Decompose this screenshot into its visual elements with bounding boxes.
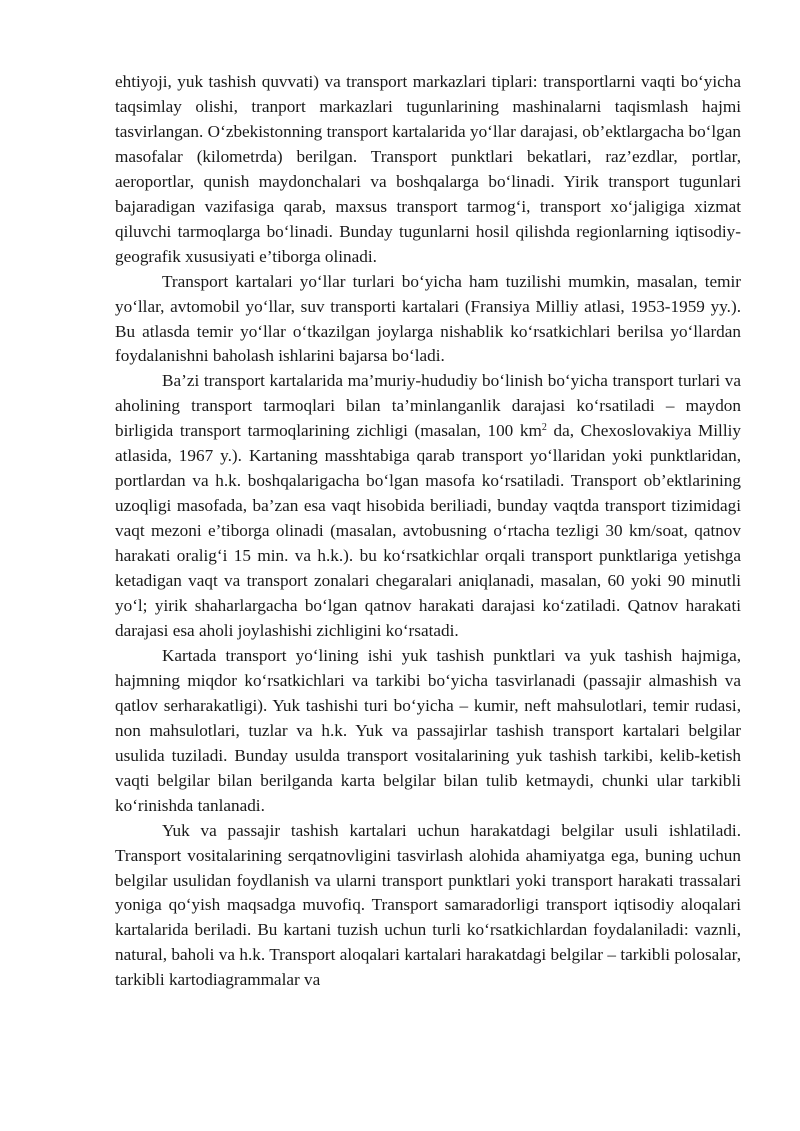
superscript-squared: 2 xyxy=(541,422,547,434)
paragraph-1: ehtiyoji, yuk tashish quvvati) va transport markazlari tiplari: transportlarni vaqti bo‘yicha taqsimlay olishi, tranport markazlari tugunlarining mashinalarni taqismlash hajmi tasvirlangan. O‘zbekistonning transport kartalarida yo‘llar darajasi, ob’ektlargacha bo‘lgan masofalar (kilometrda) berilgan. Transport punktlari bekatlari, raz’ezdlar, portlar, aeroportlar, qunish maydonchalari va boshqalarga bo‘linadi. Yirik transport tugunlari bajaradigan vazifasiga qarab, maxsus transport tarmog‘i, transport xo‘jaligiga xizmat qiluvchi tarmoqlarga bo‘linadi. Bunday tugunlarni hosil qilishda regionlarning iqtisodiy-geografik xususiyati e’tiborga olinadi. xyxy=(115,72,741,266)
paragraph-3-text-after: da, Chexoslovakiya Milliy atlasida, 1967 y.). Kartaning masshtabiga qarab transport yo‘llaridan yoki punktlaridan, portlardan va h.k. boshqalarigacha bo‘lgan masofa ko‘rsatiladi. Transport ob’ektlarining uzoqligi masofada, ba’zan esa vaqt hisobida beriliadi, bunday vaqtda transport tizimidagi vaqt mezoni e’tiborga olinadi (masalan, avtobusning o‘rtacha tezligi 30 km/soat, qatnov harakati oralig‘i 15 min. va h.k.). bu ko‘rsatkichlar orqali transport punktlariga yetishga ketadigan vaqt va transport zonalari chegaralari aniqlanadi, masalan, 60 yoki 90 minutli yo‘l; yirik shaharlargacha bo‘lgan qatnov harakati darajasi ko‘zatiladi. Qatnov harakati darajasi esa aholi joylashishi zichligini ko‘rsatadi. xyxy=(115,421,741,640)
paragraph-4: Kartada transport yo‘lining ishi yuk tashish punktlari va yuk tashish hajmiga, hajmning miqdor ko‘rsatkichlari va tarkibi bo‘yicha tasvirlanadi (passajir almashish va qatlov serharakatligi). Yuk tashishi turi bo‘yicha – kumir, neft mahsulotlari, temir rudasi, non mahsulotlari, tuzlar va h.k. Yuk va passajirlar tashish transport kartalari belgilar usulida tuziladi. Bunday usulda transport vositalarining yuk tashish tarkibi, kelib-ketish vaqti belgilar bilan berilganda karta belgilar bilan tulib ketmaydi, chunki ular tarkibli ko‘rinishda tanlanadi. xyxy=(115,645,741,815)
document-page xyxy=(115,70,741,993)
paragraph-5: Yuk va passajir tashish kartalari uchun harakatdagi belgilar usuli ishlatiladi. Transport vositalarining serqatnovligini tasvirlash alohida ahamiyatga ega, buning uchun belgilar usulidan foydlanish va ularni transport punktlari yoki transport harakati trassalari yoniga qo‘yish maqsadga muvofiq. Transport samaradorligi transport iqtisodiy aloqalari kartalarida beriladi. Bu kartani tuzish uchun turli ko‘rsatkichlardan foydalaniladi: vaznli, natural, baholi va h.k. Transport aloqalari kartalari harakatdagi belgilar – tarkibli polosalar, tarkibli kartodiagrammalar va xyxy=(115,820,741,990)
paragraph-3 xyxy=(115,369,741,643)
paragraph-2: Transport kartalari yo‘llar turlari bo‘yicha ham tuzilishi mumkin, masalan, temir yo‘llar, avtomobil yo‘llar, suv transporti kartalari (Fransiya Milliy atlasi, 1953-1959 yy.). Bu atlasda temir yo‘llar o‘tkazilgan joylarga nishablik ko‘rsatkichlari berilsa yo‘llardan foydalanishni baholash ishlarini bajarsa bo‘ladi. xyxy=(115,271,741,366)
paragraph-3-text-before: Ba’zi transport kartalarida ma’muriy-hududiy bo‘linish bo‘yicha transport turlari va aholining transport tarmoqlari bilan ta’minlanganlik darajasi ko‘rsatiladi – maydon birligida transport tarmoqlarining zichligi (masalan, 100 km xyxy=(115,371,741,441)
